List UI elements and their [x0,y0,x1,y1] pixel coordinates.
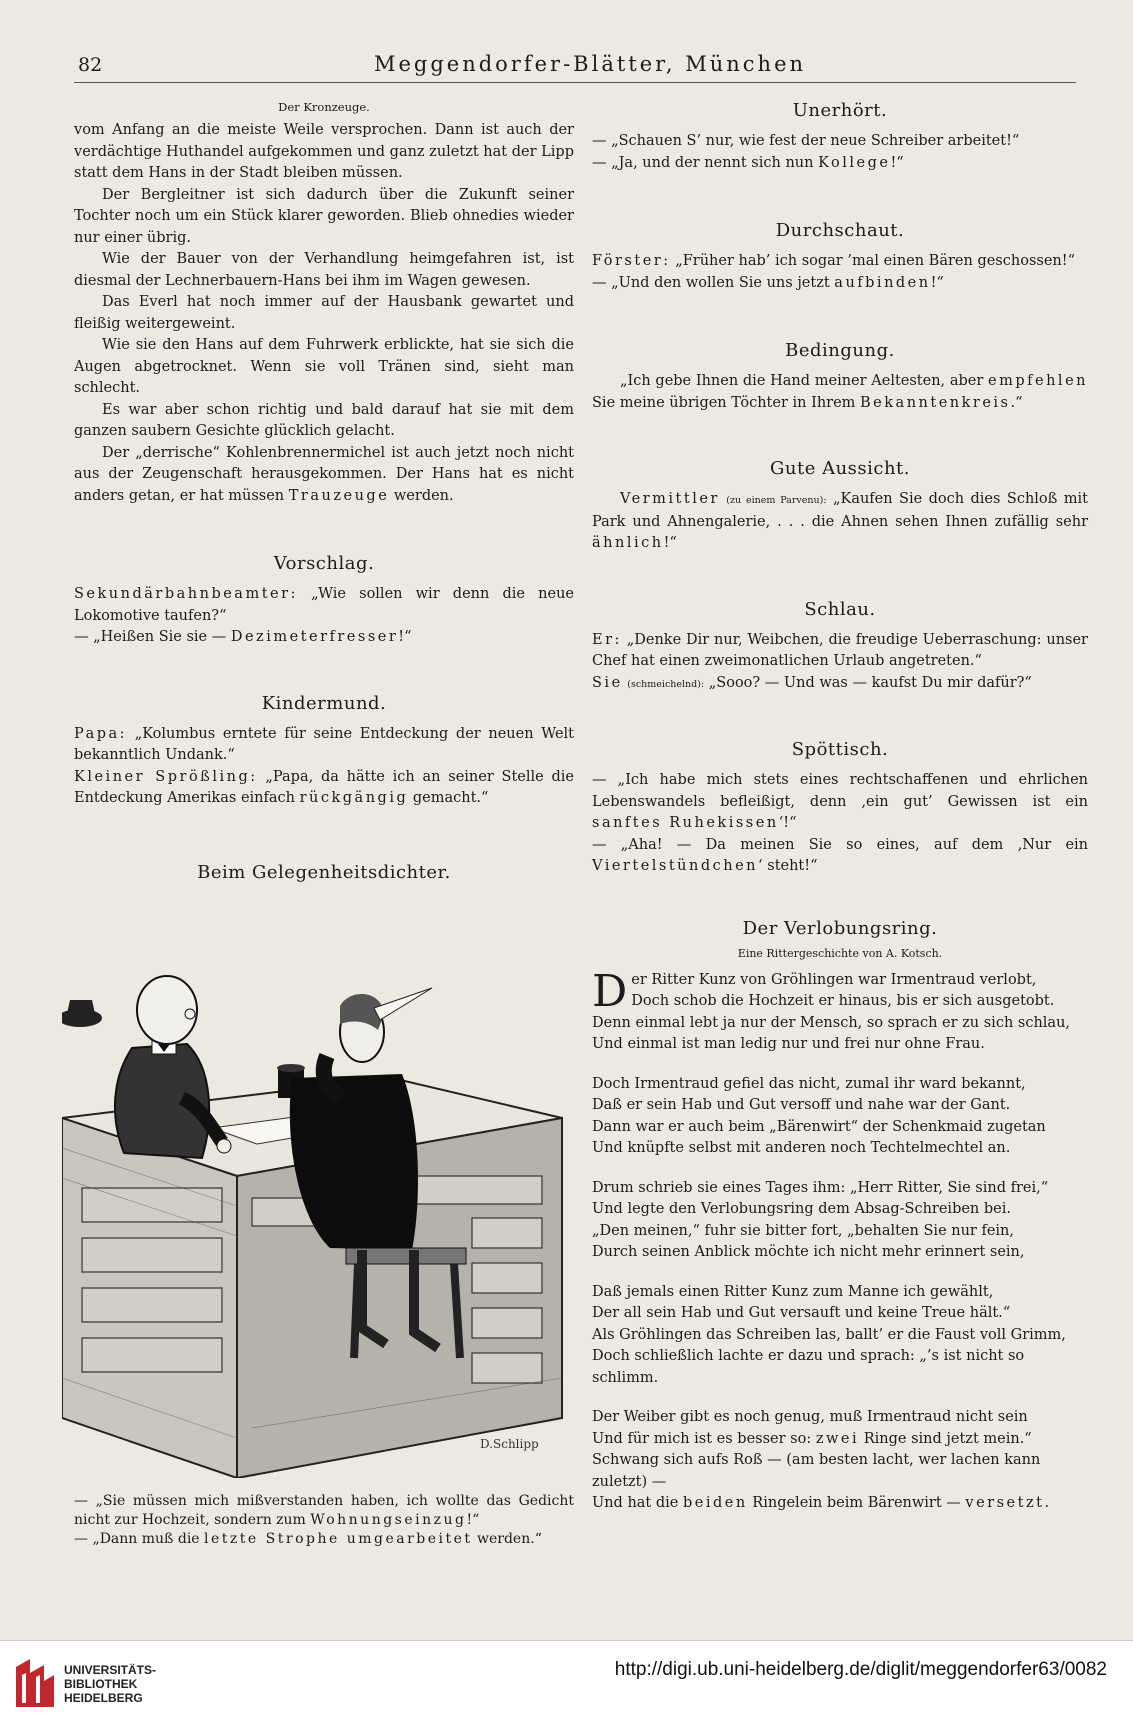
section-kindermund [74,693,574,810]
stage-note: (zu einem Parvenu): [726,495,827,506]
section-gute-aussicht [592,458,1088,555]
poem-title: Der Verlobungsring. [742,917,938,939]
dialogue-line: !“ [890,154,904,171]
poem-line: Durch seinen Anblick möchte ich nicht mehr erinnert sein, [592,1244,1025,1260]
speaker: Papa: [74,725,128,742]
spaced-word: Dezimeterfresser [230,629,399,645]
poem-line: Und für mich ist es besser so: [592,1430,816,1447]
spaced-word: aufbinden [834,274,931,291]
section-verlobungsring [592,918,1088,1515]
section-title: Schlau. [804,598,876,620]
institution-line: UNIVERSITÄTS- [64,1663,157,1677]
left-column [74,100,574,893]
dialogue-line: — „Ich habe mich stets eines rechtschaffenen und ehrlichen Lebenswandels befleißigt, denn ‚ein gut’ Gewissen ist ein [592,772,1088,810]
spaced-word: empfehlen [988,373,1088,389]
poem-line: „Den meinen,“ fuhr sie bitter fort, „behalten Sie nur fein, [592,1222,1015,1239]
caption-text: — „Sie müssen mich mißverstanden haben, ich wollte das Gedicht nicht zur Hochzeit, sondern zum [74,1493,574,1528]
section-schlau [592,599,1088,696]
poem-line: Ringelein beim Bärenwirt — [747,1495,966,1511]
spaced-word: Bekanntenkreis [860,394,1011,411]
poem-line: Ringe sind jetzt mein.“ [859,1430,1032,1447]
poem-line: Doch schließlich lachte er dazu und sprach: „’s ist nicht so schlimm. [592,1348,1025,1386]
poem-line: Als Gröhlingen das Schreiben las, ballt’ er die Faust voll Grimm, [592,1326,1066,1343]
dialogue-line: .“ [1010,394,1023,411]
caption-text: werden.“ [472,1531,542,1547]
dialogue-line: !“ [930,274,944,291]
drop-cap: D [592,965,628,1017]
spaced-word: Kollege [818,154,891,171]
spaced-word: Viertelstündchen [592,858,759,874]
dialogue-line: „Papa, da hätte ich an seiner Stelle die Entdeckung Amerikas einfach [74,768,574,806]
poem-line: Doch Irmentraud gefiel das nicht, zumal ihr ward bekannt, [592,1075,1026,1092]
dialogue-line: !“ [663,535,677,551]
poem-body [592,965,1088,1390]
story-paragraph: Wie der Bauer von der Verhandlung heimgefahren ist, ist diesmal der Lechnerbauern-Hans bei ihm im Wagen gewesen. [74,251,574,289]
speaker: Kleiner Sprößling: [74,768,258,785]
section-title: Durchschaut. [775,220,905,241]
dialogue-line: „Ich gebe Ihnen die Hand meiner Aeltesten, aber [620,373,989,389]
page-number: 82 [78,54,103,76]
spaced-word: letzte Strophe umgearbeitet [204,1531,473,1547]
dialogue-line: „Sooo? — Und was — kaufst Du mir dafür?“ [704,674,1032,691]
dialogue-line: — „Heißen Sie sie — [74,629,231,645]
dialogue-line: Sie meine übrigen Töchter in Ihrem [592,394,861,411]
poem-byline: Eine Rittergeschichte von A. Kotsch. [737,946,943,960]
poem-line: . [1044,1495,1050,1511]
poem-stanza [592,1074,1088,1160]
speaker: Vermittler [620,491,720,507]
caption-text: !“ [466,1512,480,1528]
dialogue-line: „Denke Dir nur, Weibchen, die freudige Ueberraschung: unser Chef hat einen zweimonatlichen Urlaub angetreten.“ [592,631,1088,669]
section-title: Unerhört. [792,100,888,121]
dialogue-line: „Früher hab’ ich sogar ’mal einen Bären geschossen!“ [670,253,1075,269]
poem-line: Der Weiber gibt es noch genug, muß Irmentraud nicht sein [592,1409,1028,1425]
poem-stanza [592,1178,1088,1264]
page-header [0,50,1133,84]
university-logo-icon [12,1655,57,1711]
spaced-word: beiden [682,1495,748,1511]
cartoon-caption [74,1492,574,1549]
spaced-word: Trauzeuge [288,487,390,504]
institution-name [64,1663,156,1705]
dialogue-line: gemacht.“ [408,790,489,806]
header-rule [74,82,1076,83]
dialogue-line: „Kolumbus erntete für seine Entdeckung der neuen Welt bekanntlich Undank.“ [74,725,574,763]
story-paragraph: vom Anfang an die meiste Weile versprochen. Dann ist auch der verdächtige Huthandel aufgekommen und ganz zuletzt hat der Lipp statt dem Hans in der Stadt bleiben müssen. [74,122,574,181]
section-spoettisch [592,739,1088,878]
poem-line-text: er Ritter Kunz von Gröhlingen war Irmentraud verlobt, [631,971,1037,988]
institution-line: HEIDELBERG [64,1691,143,1705]
poem-line: Und legte den Verlobungsring dem Absag-Schreiben bei. [592,1201,1011,1217]
viewer-footer [0,1640,1133,1725]
speaker: Er: [592,631,622,648]
section-title: Bedingung. [785,340,895,361]
dialogue-line: ‘!“ [778,815,797,831]
poem-stanza [592,965,1088,1056]
dialogue-line: — „Ja, und der nennt sich nun [592,154,819,171]
speaker: Sekundärbahnbeamter: [74,586,298,602]
cartoon-title: Beim Gelegenheitsdichter. [197,861,451,883]
poem-line: Doch schob die Hochzeit er hinaus, bis er sich ausgetobt. [631,993,1055,1009]
section-vorschlag [74,553,574,649]
speaker: Förster: [592,253,671,269]
poem-line: Der all sein Hab und Gut versauft und keine Treue hält.“ [592,1305,1011,1321]
caption-text: — „Dann muß die [74,1531,205,1547]
section-durchschaut [592,220,1088,294]
story-text-tail: werden. [389,487,454,504]
spaced-word: Wohnungseinzug [310,1512,467,1528]
poem-line: Drum schrieb sie eines Tages ihm: „Herr Ritter, Sie sind frei,“ [592,1179,1049,1196]
poem-line: Und hat die [592,1495,683,1511]
section-bedingung [592,340,1088,414]
story-paragraph: Der „derrische“ Kohlenbrennermichel ist auch jetzt noch nicht aus der Zeugenschaft herausgekommen. Der Hans hat es nicht anders getan, er hat müssen Trauzeuge werden. [74,444,574,504]
poem-stanza [592,1282,1088,1390]
section-unerhoert [592,100,1088,174]
poem-line: Schwang sich aufs Roß — (am besten lacht, wer lachen kann zuletzt) — [592,1452,1041,1490]
speaker: Sie [592,674,623,691]
journal-title: Meggendorfer-Blätter, München [373,52,807,76]
section-title: Gute Aussicht. [769,458,911,479]
dialogue-line: — „Und den wollen Sie uns jetzt [592,274,835,291]
stage-note: (schmeichelnd): [627,678,705,690]
dialogue-line: „Kaufen Sie doch dies Schloß mit Park und Ahnengalerie, . . . die Ahnen sehen Ihnen zufällig sehr [592,491,1088,530]
cartoon-illustration [62,948,572,1478]
poem-line: Daß er sein Hab und Gut versoff und nahe war der Gant. [592,1097,1011,1113]
poem-line: Und knüpfte selbst mit anderen noch Techtelmechtel an. [592,1140,1011,1156]
spaced-word: ähnlich [592,535,664,551]
story-paragraph: Das Everl hat noch immer auf der Hausbank gewartet und fleißig weitergeweint. [74,294,574,332]
story-paragraph: Der Bergleitner ist sich dadurch über die Zukunft seiner Tochter noch um ein Stück klarer geworden. Blieb ohnedies wieder nur einer übrig. [74,186,574,246]
right-column [592,100,1088,1533]
story-text [74,120,574,507]
spaced-word: versetzt [965,1495,1045,1511]
story-paragraph: Wie sie den Hans auf dem Fuhrwerk erblickte, hat sie sich die Augen abgetrocknet. Wenn sie voll Tränen sind, sieht man schlecht. [74,337,574,396]
spaced-word: rückgängig [299,790,409,806]
dialogue-line: !“ [398,629,412,645]
poem-line: Denn einmal lebt ja nur der Mensch, so sprach er zu sich schlau, [592,1014,1071,1031]
artist-signature: D.Schlipp [480,1437,539,1451]
poem-stanza [592,1407,1088,1515]
spaced-word: zwei [815,1430,860,1447]
story-running-title: Der Kronzeuge. [278,100,370,114]
dialogue-line: „Wie sollen wir denn die neue Lokomotive taufen?“ [74,586,574,624]
section-title: Spöttisch. [791,739,889,760]
spaced-word: sanftes Ruhekissen [592,815,779,831]
section-title: Vorschlag. [273,553,375,574]
institution-line: BIBLIOTHEK [64,1677,138,1691]
dialogue-line: ‘ steht!“ [758,858,818,874]
permalink[interactable]: http://digi.ub.uni-heidelberg.de/diglit/meggendorfer63/0082 [614,1659,1107,1680]
section-title: Kindermund. [261,692,387,714]
story-paragraph: Es war aber schon richtig und bald darauf hat sie mit dem ganzen saubern Gesichte glücklich gelacht. [74,401,574,439]
poem-line: Und einmal ist man ledig nur und frei nur ohne Frau. [592,1036,985,1052]
dialogue-line: — „Schauen S’ nur, wie fest der neue Schreiber arbeitet!“ [592,133,1020,149]
dialogue-line: — „Aha! — Da meinen Sie so eines, auf dem ‚Nur ein [592,836,1088,853]
poem-line: Dann war er auch beim „Bärenwirt“ der Schenkmaid zugetan [592,1118,1046,1135]
poem-line: Daß jemals einen Ritter Kunz zum Manne ich gewählt, [592,1283,994,1300]
